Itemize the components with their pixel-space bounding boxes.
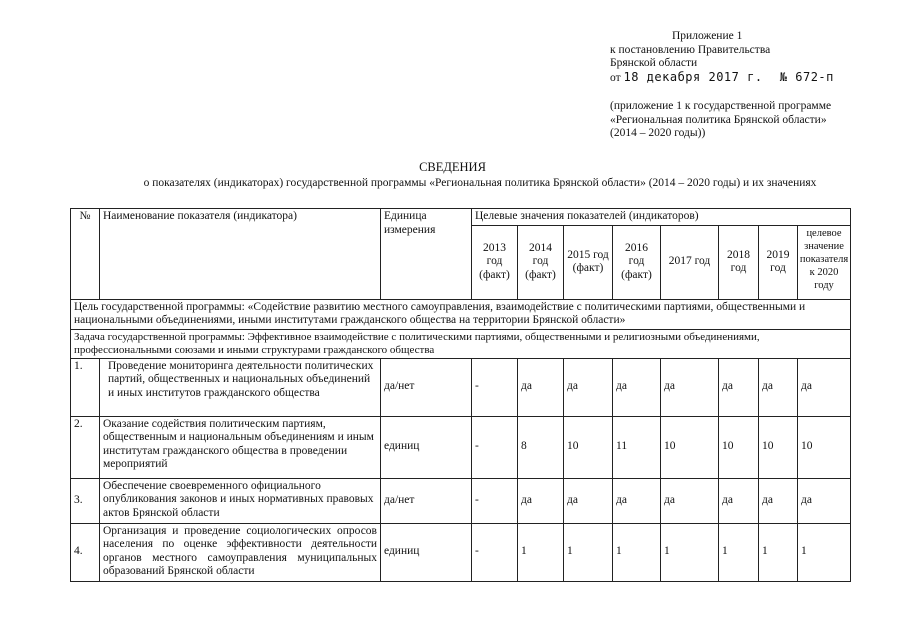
header-year-2014: 2014 год (факт) <box>518 225 564 299</box>
document-subtitle: о показателях (индикаторах) государственной программы «Региональная политика Брянской области» (2014 – 2020 годы) и их значениях <box>143 177 817 189</box>
header-name: Наименование показателя (индикатора) <box>100 209 381 300</box>
value-2020: 1 <box>798 523 851 581</box>
value-2019: да <box>759 358 798 416</box>
decree-number: № 672-п <box>779 69 834 84</box>
value-2016: да <box>613 358 661 416</box>
value-2020: да <box>798 358 851 416</box>
header-row-1 <box>71 209 851 226</box>
table-row <box>71 523 851 581</box>
value-2019: 10 <box>759 416 798 478</box>
header-num: № <box>71 209 100 300</box>
value-2015: да <box>564 478 613 523</box>
value-2018: да <box>719 478 759 523</box>
task-row <box>71 329 851 358</box>
value-2015: да <box>564 358 613 416</box>
value-2017: 1 <box>661 523 719 581</box>
value-2013: - <box>472 523 518 581</box>
program-task: Задача государственной программы: Эффективное взаимодействие с политическими партиями, общественными и религиозными объединениями, профессиональными союзами и иными структурами гражданского общества <box>71 329 851 358</box>
row-num: 1. <box>71 358 100 416</box>
value-2016: 11 <box>613 416 661 478</box>
table-row <box>71 478 851 523</box>
value-2019: да <box>759 478 798 523</box>
appendix-block <box>610 30 834 141</box>
appendix-date-line <box>610 71 834 86</box>
header-year-2015: 2015 год (факт) <box>564 225 613 299</box>
row-num: 4. <box>71 523 100 581</box>
value-2020: да <box>798 478 851 523</box>
appendix-title: Приложение 1 <box>672 30 743 42</box>
value-2015: 1 <box>564 523 613 581</box>
value-2017: 10 <box>661 416 719 478</box>
indicator-name: Обеспечение своевременного официального опубликования законов и иных нормативных правовых актов Брянской области <box>100 478 381 523</box>
value-2016: да <box>613 478 661 523</box>
value-2019: 1 <box>759 523 798 581</box>
appendix-line-region: Брянской области <box>610 57 698 69</box>
indicators-table <box>70 208 851 582</box>
indicator-unit: да/нет <box>381 478 472 523</box>
header-year-2018: 2018 год <box>719 225 759 299</box>
header-unit: Единица измерения <box>381 209 472 300</box>
appendix-line-decree: к постановлению Правительства <box>610 43 771 56</box>
value-2014: 8 <box>518 416 564 478</box>
row-num: 2. <box>71 416 100 478</box>
appendix-note-3: (2014 – 2020 годы)) <box>610 127 706 139</box>
value-2013: - <box>472 416 518 478</box>
table-row <box>71 416 851 478</box>
value-2017: да <box>661 478 719 523</box>
header-targets: Целевые значения показателей (индикаторов) <box>472 209 851 226</box>
decree-date: 18 декабря 2017 г. <box>623 69 763 84</box>
value-2014: да <box>518 478 564 523</box>
program-goal: Цель государственной программы: «Содействие развитию местного самоуправления, взаимодействие с политическими партиями, общественными и национальными объединениями, иными институтами гражданского общества на территории Брянской области» <box>71 299 851 329</box>
table-row <box>71 358 851 416</box>
appendix-note-2: «Региональная политика Брянской области» <box>610 113 827 126</box>
value-2014: да <box>518 358 564 416</box>
header-year-2013: 2013 год (факт) <box>472 225 518 299</box>
value-2018: 1 <box>719 523 759 581</box>
header-year-2019: 2019 год <box>759 225 798 299</box>
indicator-unit: да/нет <box>381 358 472 416</box>
value-2013: - <box>472 358 518 416</box>
value-2018: да <box>719 358 759 416</box>
appendix-note-1: (приложение 1 к государственной программе <box>610 100 832 112</box>
document-title: СВЕДЕНИЯ <box>419 160 486 174</box>
value-2015: 10 <box>564 416 613 478</box>
indicator-name: Организация и проведение социологических опросов населения по оценке эффективности деятельности органов местного самоуправления муниципальных образований Брянской области <box>100 523 381 581</box>
goal-row <box>71 299 851 329</box>
indicator-name: Оказание содействия политическим партиям, общественным и национальным объединениям и иным институтам гражданского общества в проведении мероприятий <box>100 416 381 478</box>
value-2020: 10 <box>798 416 851 478</box>
row-num: 3. <box>71 478 100 523</box>
header-target-2020: целевое значение показателя к 2020 году <box>798 225 851 299</box>
header-year-2016: 2016 год (факт) <box>613 225 661 299</box>
header-year-2017: 2017 год <box>661 225 719 299</box>
date-prefix: от <box>610 71 621 84</box>
indicator-unit: единиц <box>381 523 472 581</box>
value-2013: - <box>472 478 518 523</box>
value-2017: да <box>661 358 719 416</box>
indicator-name: Проведение мониторинга деятельности политических партий, общественных и национальных объединений и иных институтов гражданского общества <box>100 358 381 416</box>
value-2016: 1 <box>613 523 661 581</box>
value-2014: 1 <box>518 523 564 581</box>
indicator-unit: единиц <box>381 416 472 478</box>
value-2018: 10 <box>719 416 759 478</box>
